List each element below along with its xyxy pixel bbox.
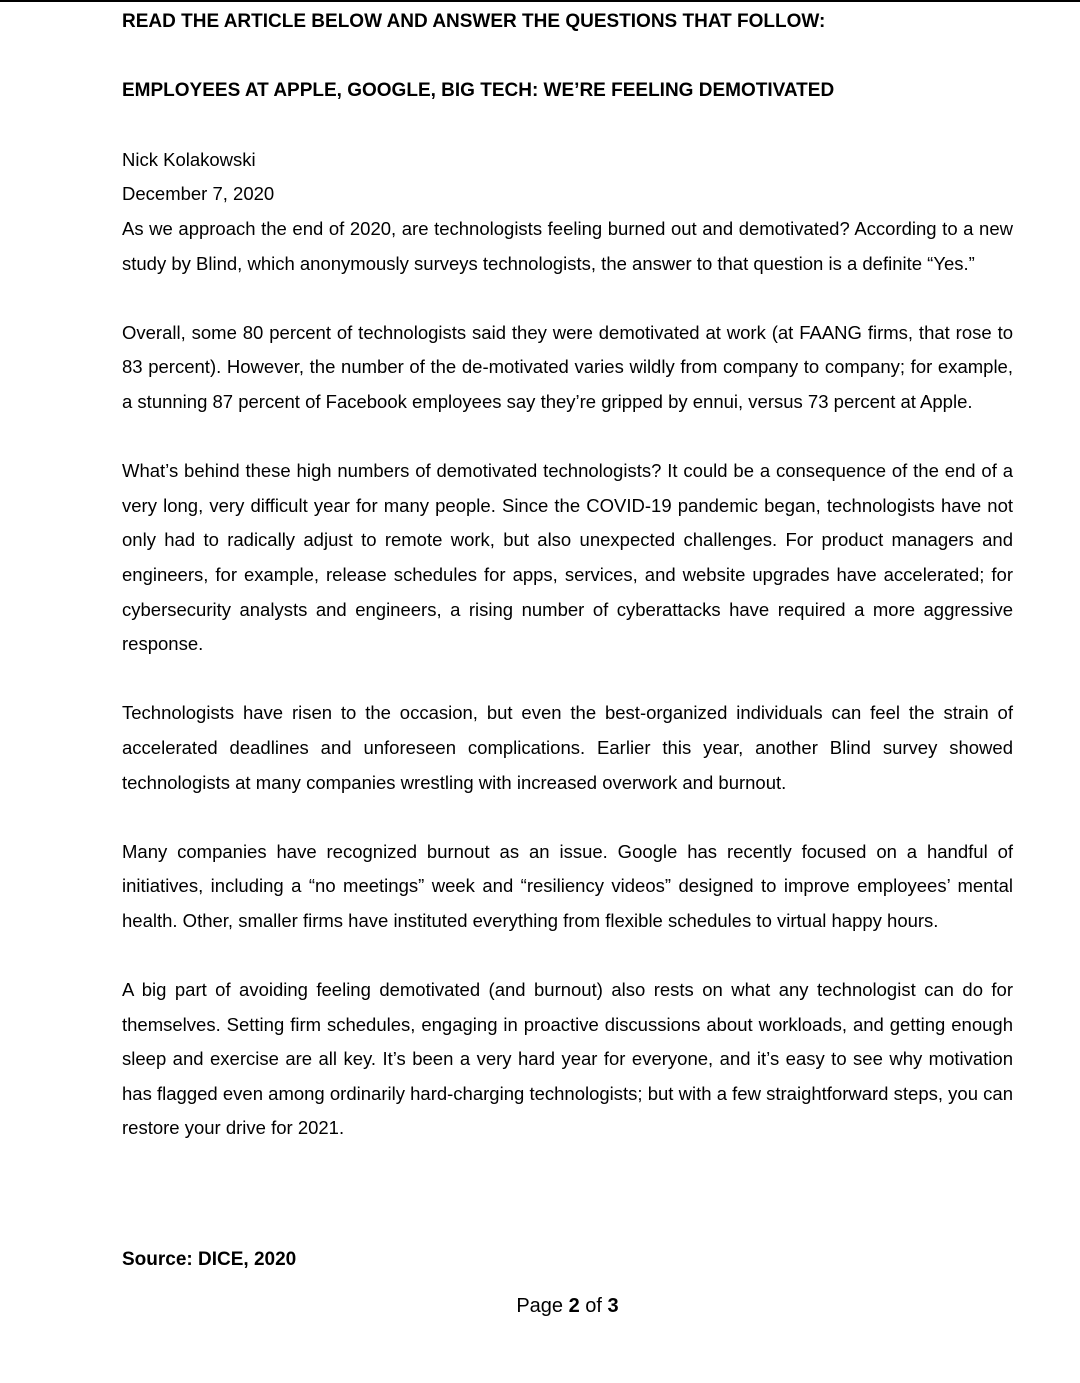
- article-paragraph-6: A big part of avoiding feeling demotivated (and burnout) also rests on what any technologist can do for themselves. Setting firm schedules, engaging in proactive discussions about workloads, and getting enough sleep and exercise are all key. It’s been a very hard year for everyone, and it’s easy to see why motivation has flagged even among ordinarily hard-charging technologists; but with a few straightforward steps, you can restore your drive for 2021.: [122, 979, 1013, 1139]
- article-paragraph-1: As we approach the end of 2020, are technologists feeling burned out and demotivated? According to a new study by Blind, which anonymously surveys technologists, the answer to that question is a definite “Yes.”: [122, 218, 1013, 274]
- article-headline: EMPLOYEES AT APPLE, GOOGLE, BIG TECH: WE’RE FEELING DEMOTIVATED: [122, 80, 835, 101]
- article-date: December 7, 2020: [122, 183, 275, 204]
- page-number: [122, 1292, 1013, 1320]
- top-border-line: [0, 0, 1080, 2]
- article-paragraph-4: Technologists have risen to the occasion, but even the best-organized individuals can feel the strain of accelerated deadlines and unforeseen complications. Earlier this year, another Blind survey showed technologists at many companies wrestling with increased overwork and burnout.: [122, 702, 1013, 793]
- article-paragraph-2: Overall, some 80 percent of technologists said they were demotivated at work (at FAANG firms, that rose to 83 percent). However, the number of the de-motivated varies wildly from company to company; for example, a stunning 87 percent of Facebook employees say they’re gripped by ennui, versus 73 percent at Apple.: [122, 321, 1013, 412]
- article-paragraph-5: Many companies have recognized burnout as an issue. Google has recently focused on a handful of initiatives, including a “no meetings” week and “resiliency videos” designed to improve employees’ mental health. Other, smaller firms have instituted everything from flexible schedules to virtual happy hours.: [122, 840, 1013, 931]
- article-paragraph-3: What’s behind these high numbers of demotivated technologists? It could be a consequence of the end of a very long, very difficult year for many people. Since the COVID-19 pandemic began, technologists have not only had to radically adjust to remote work, but also unexpected challenges. For product managers and engineers, for example, release schedules for apps, services, and website upgrades have accelerated; for cybersecurity analysts and engineers, a rising number of cyberattacks have required a more aggressive response.: [122, 460, 1013, 655]
- article-body: [122, 212, 1013, 1146]
- page-number-total: 3: [607, 1295, 619, 1317]
- page-number-prefix: Page: [516, 1295, 564, 1317]
- page-number-separator: of: [585, 1295, 602, 1317]
- page-number-current: 2: [568, 1295, 580, 1317]
- article-source: Source: DICE, 2020: [122, 1249, 297, 1270]
- article-author: Nick Kolakowski: [122, 149, 256, 170]
- instruction-heading: READ THE ARTICLE BELOW AND ANSWER THE QUESTIONS THAT FOLLOW:: [122, 11, 826, 32]
